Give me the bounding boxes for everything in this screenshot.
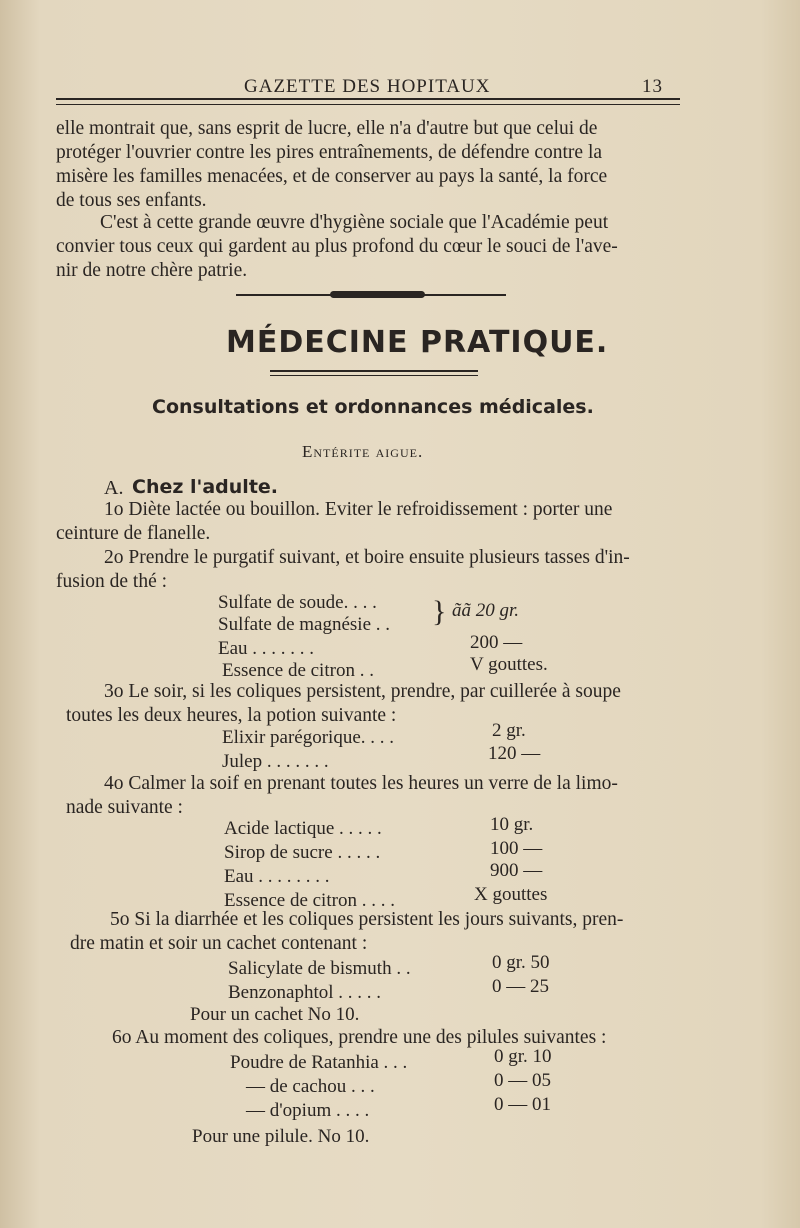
intro-line: convier tous ceux qui gardent au plus profond du cœur le souci de l'ave-: [56, 236, 618, 257]
rx-ingredient: Essence de citron . .: [222, 660, 374, 681]
rx-ingredient: Acide lactique . . . . .: [224, 818, 382, 839]
intro-line: protéger l'ouvrier contre les pires entraînements, de défendre contre la: [56, 142, 603, 163]
item-line: dre matin et soir un cachet contenant :: [70, 933, 368, 954]
rx-ingredient: Sulfate de soude. . . .: [218, 592, 377, 613]
item-line: 1o Diète lactée ou bouillon. Eviter le refroidissement : porter une: [104, 499, 613, 520]
rx-dose: V gouttes.: [470, 654, 548, 675]
intro-line: nir de notre chère patrie.: [56, 260, 248, 281]
intro-line: de tous ses enfants.: [56, 190, 207, 211]
item-line: 6o Au moment des coliques, prendre une des pilules suivantes :: [112, 1027, 607, 1048]
rx-dose: 200 —: [470, 632, 523, 653]
running-header: GAZETTE DES HOPITAUX: [244, 76, 491, 97]
rx-dose: 0 gr. 10: [494, 1046, 552, 1067]
rx-dose: X gouttes: [474, 884, 548, 905]
rx-ingredient: — d'opium . . . .: [246, 1100, 370, 1121]
rx-ingredient: Salicylate de bismuth . .: [228, 958, 411, 979]
rx-dose: 100 —: [490, 838, 543, 859]
rx-ingredient: Eau . . . . . . .: [218, 638, 315, 659]
topic-heading: Entérite aigue.: [302, 442, 424, 461]
item-line: toutes les deux heures, la potion suivante :: [66, 705, 397, 726]
rx-ingredient: — de cachou . . .: [246, 1076, 375, 1097]
rx-ingredient: Julep . . . . . . .: [222, 751, 329, 772]
rx-note: Pour une pilule. No 10.: [192, 1126, 370, 1147]
rx-dose: 0 — 01: [494, 1094, 551, 1115]
brace-icon: }: [432, 595, 447, 628]
rx-ingredient: Benzonaphtol . . . . .: [228, 982, 382, 1003]
part-label: A.: [104, 477, 124, 499]
part-heading: Chez l'adulte.: [132, 476, 279, 498]
item-line: 3o Le soir, si les coliques persistent, prendre, par cuillerée à soupe: [104, 681, 621, 702]
rx-dose: 2 gr.: [492, 720, 526, 741]
page-number: 13: [642, 76, 663, 97]
item-line: 5o Si la diarrhée et les coliques persistent les jours suivants, pren-: [110, 909, 624, 930]
rx-ingredient: Elixir parégorique. . . .: [222, 727, 395, 748]
title-rule: [270, 370, 478, 372]
rx-shared-dose: ãã 20 gr.: [452, 600, 520, 621]
title-rule-thin: [270, 375, 478, 376]
rx-ingredient: Essence de citron . . . .: [224, 890, 395, 911]
ornament-center: [330, 291, 425, 298]
item-line: nade suivante :: [66, 797, 183, 818]
item-line: 2o Prendre le purgatif suivant, et boire ensuite plusieurs tasses d'in-: [104, 547, 630, 568]
rx-ingredient: Poudre de Ratanhia . . .: [230, 1052, 408, 1073]
subtitle: Consultations et ordonnances médicales.: [152, 396, 594, 418]
rx-dose: 900 —: [490, 860, 543, 881]
rx-ingredient: Sulfate de magnésie . .: [218, 614, 391, 635]
header-rule-thin: [56, 104, 680, 105]
header-rule: [56, 98, 680, 100]
intro-line: C'est à cette grande œuvre d'hygiène sociale que l'Académie peut: [100, 212, 609, 233]
rx-dose: 10 gr.: [490, 814, 534, 835]
rx-ingredient: Sirop de sucre . . . . .: [224, 842, 381, 863]
intro-line: elle montrait que, sans esprit de lucre, elle n'a d'autre but que celui de: [56, 118, 598, 139]
item-line: fusion de thé :: [56, 571, 168, 592]
rx-ingredient: Eau . . . . . . . .: [224, 866, 330, 887]
item-line: 4o Calmer la soif en prenant toutes les heures un verre de la limo-: [104, 773, 618, 794]
section-title: MÉDECINE PRATIQUE.: [226, 325, 609, 360]
rx-dose: 120 —: [488, 743, 541, 764]
item-line: ceinture de flanelle.: [56, 523, 211, 544]
rx-dose: 0 — 25: [492, 976, 549, 997]
rx-dose: 0 — 05: [494, 1070, 551, 1091]
rx-note: Pour un cachet No 10.: [190, 1004, 360, 1025]
intro-line: misère les familles menacées, et de conserver au pays la santé, la force: [56, 166, 608, 187]
rx-dose: 0 gr. 50: [492, 952, 550, 973]
